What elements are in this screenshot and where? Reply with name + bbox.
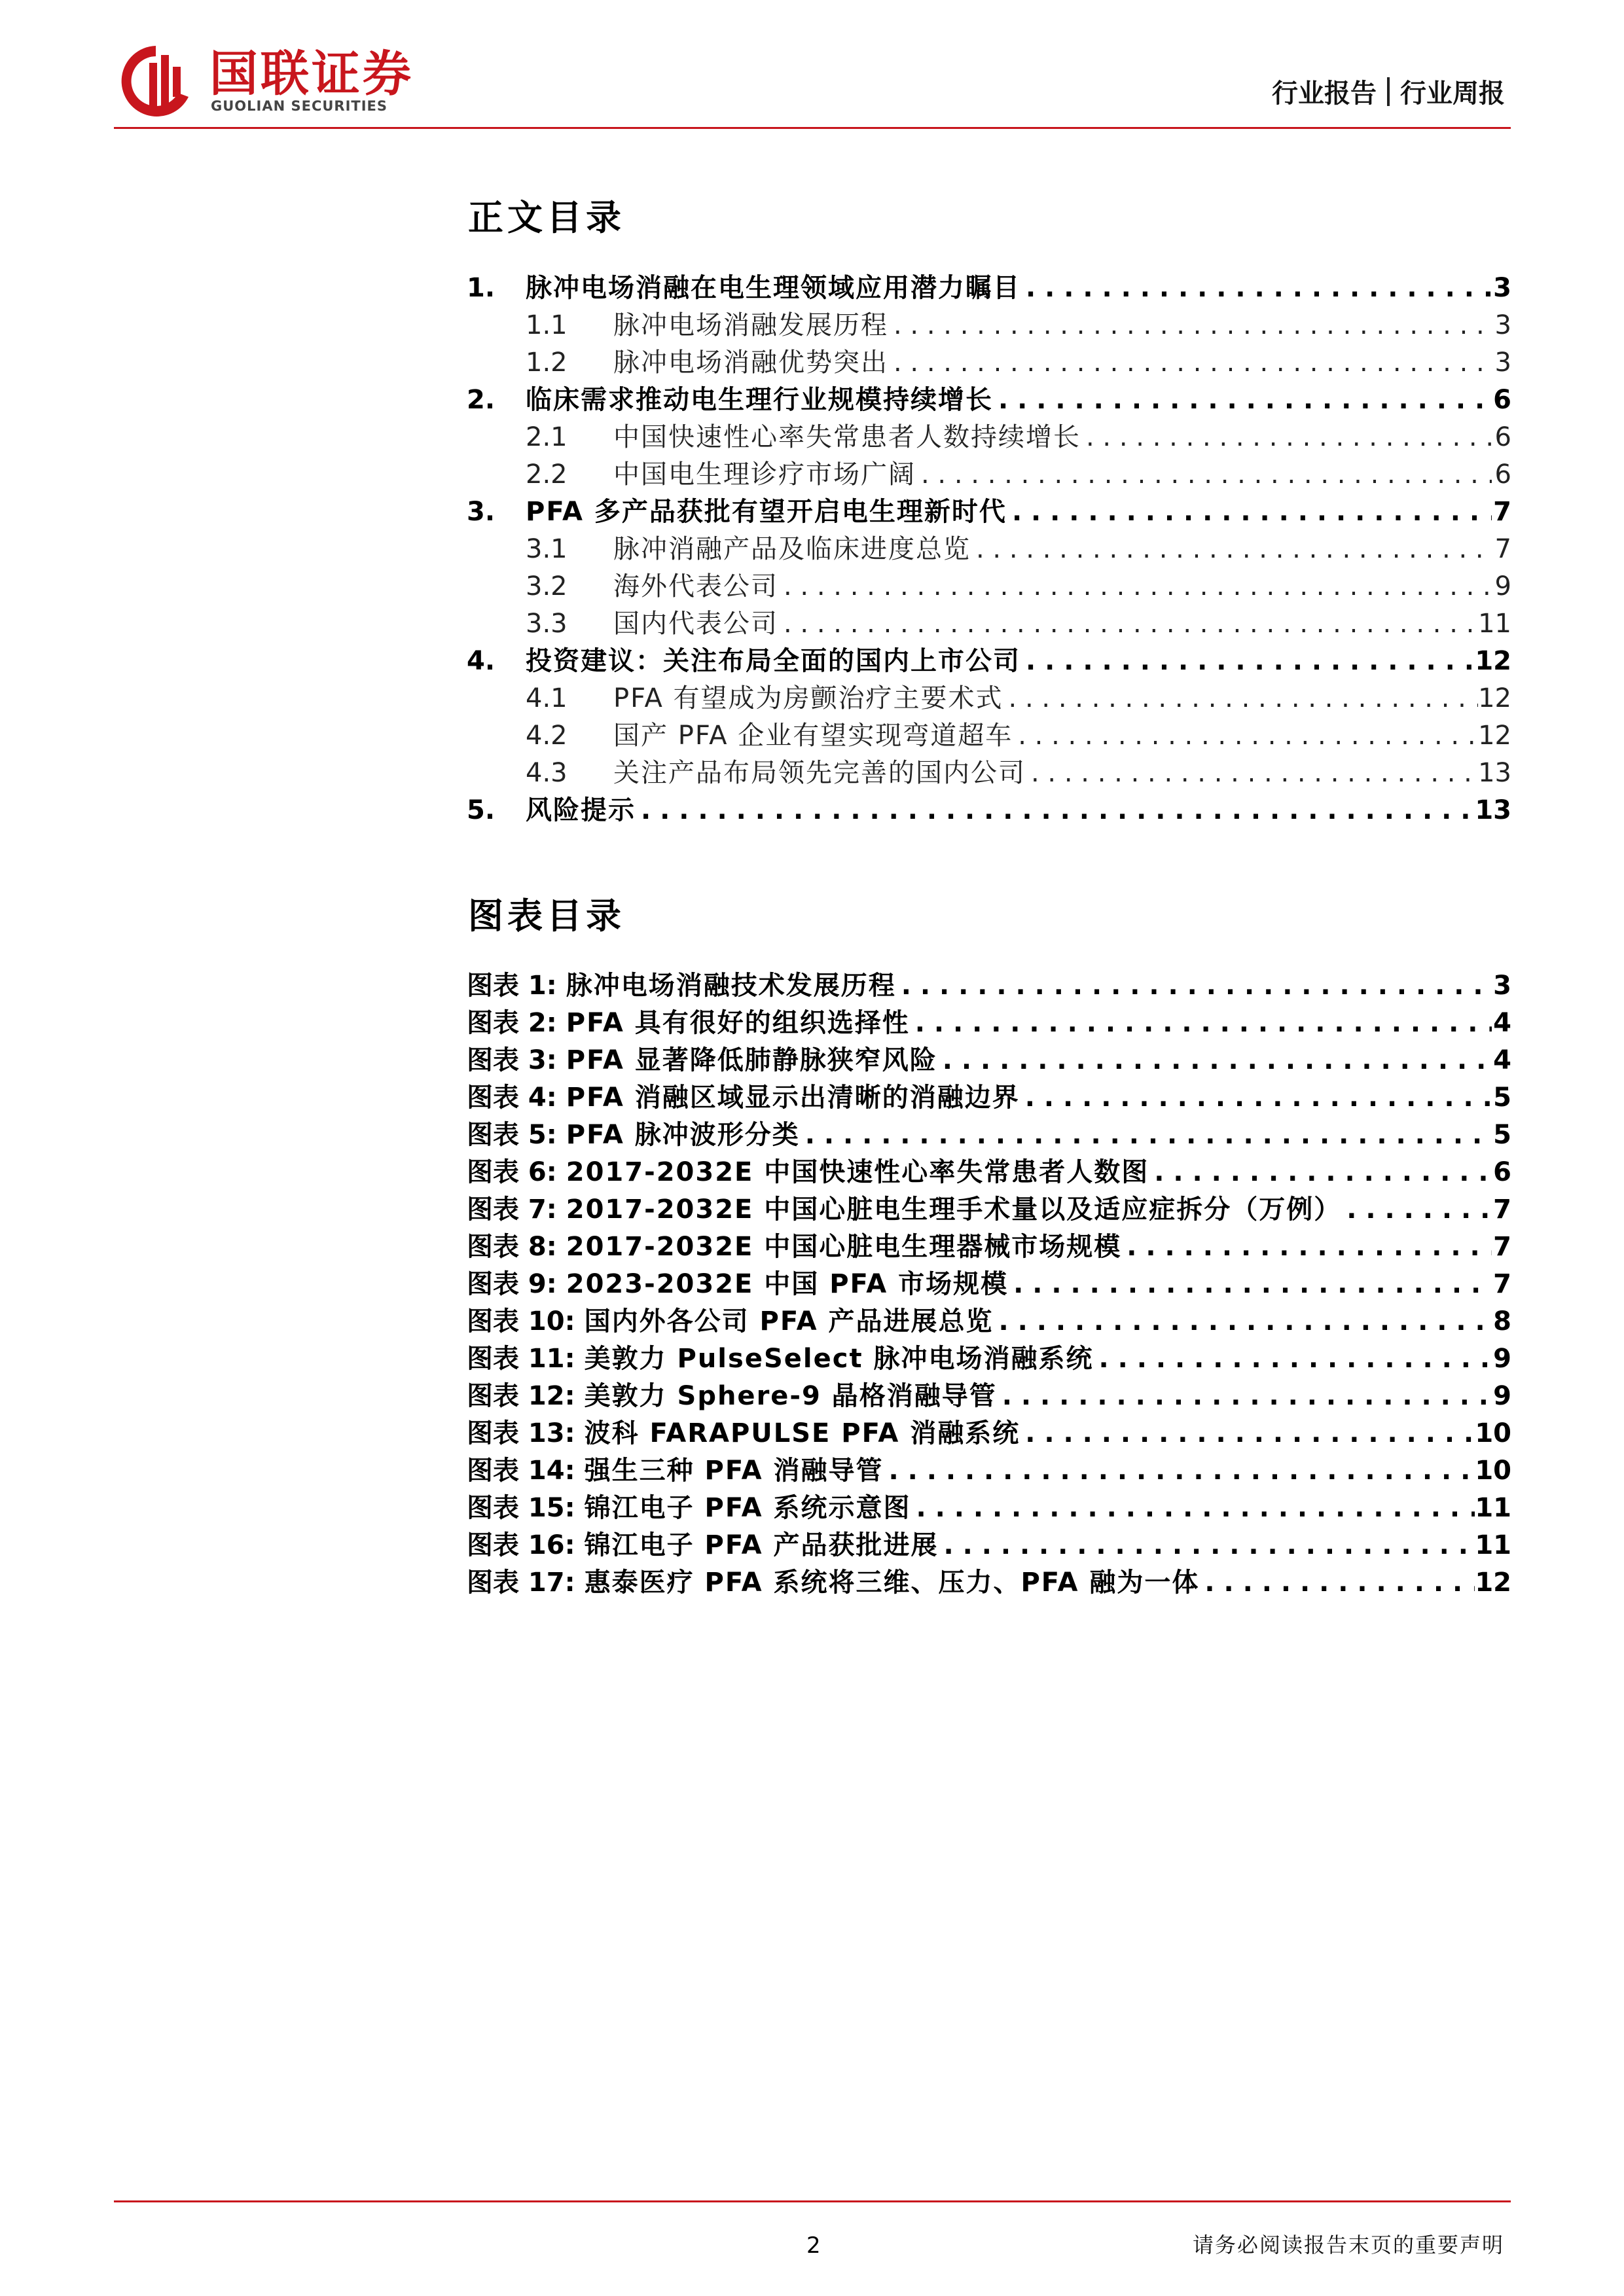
entry-page: 5 (1493, 1083, 1511, 1113)
dot-leader (993, 382, 1492, 419)
entry-title: 锦江电子 PFA 产品获批进展 (584, 1530, 939, 1560)
entry-number: 图表 6: (467, 1157, 557, 1187)
figure-entry[interactable] (467, 1266, 1511, 1303)
dot-leader (937, 1042, 1492, 1079)
entry-number: 3. (467, 497, 496, 527)
dot-leader (1003, 680, 1479, 717)
figure-entry[interactable] (467, 1378, 1511, 1415)
toc-entry[interactable] (467, 605, 1511, 643)
entry-title: 国内代表公司 (613, 609, 778, 639)
report-type-tags (1272, 77, 1505, 107)
entry-title: 美敦力 PulseSelect 脉冲电场消融系统 (584, 1344, 1094, 1374)
figure-entry[interactable] (467, 1191, 1511, 1229)
dot-leader (1121, 1229, 1492, 1266)
entry-title: 脉冲电场消融发展历程 (613, 310, 888, 340)
entry-number: 图表 15: (467, 1493, 575, 1523)
dot-leader (1007, 493, 1492, 531)
figure-entry[interactable] (467, 1452, 1511, 1490)
entry-number: 4.2 (526, 721, 568, 751)
dot-leader (636, 792, 1475, 829)
entry-title: 锦江电子 PFA 系统示意图 (584, 1493, 911, 1523)
toc-entry[interactable] (467, 792, 1511, 829)
entry-title: 国内外各公司 PFA 产品进展总览 (584, 1306, 994, 1336)
toc-entry[interactable] (467, 344, 1511, 382)
entry-number: 1. (467, 273, 496, 303)
entry-page: 9 (1494, 571, 1511, 601)
entry-title: 投资建议：关注布局全面的国内上市公司 (526, 646, 1020, 676)
logo-icon (115, 41, 195, 118)
entry-number: 4.1 (526, 683, 568, 713)
figure-entry[interactable] (467, 1303, 1511, 1340)
entry-title: 美敦力 Sphere-9 晶格消融导管 (584, 1381, 997, 1411)
entry-number: 图表 7: (467, 1194, 557, 1225)
entry-title: 中国电生理诊疗市场广阔 (613, 459, 916, 490)
toc-entry[interactable] (467, 568, 1511, 605)
entry-number: 图表 4: (467, 1083, 557, 1113)
toc-entry[interactable] (467, 717, 1511, 755)
entry-title: 波科 FARAPULSE PFA 消融系统 (584, 1418, 1020, 1448)
tag-separator (1387, 77, 1390, 106)
figure-entry[interactable] (467, 1079, 1511, 1117)
figure-entry[interactable] (467, 1340, 1511, 1378)
dot-leader (1020, 1415, 1475, 1452)
dot-leader (1341, 1191, 1492, 1229)
entry-page: 9 (1493, 1381, 1511, 1411)
entry-page: 10 (1475, 1456, 1511, 1486)
toc-list (467, 270, 1511, 829)
dot-leader (883, 1452, 1475, 1490)
dot-leader (938, 1527, 1475, 1564)
dot-leader (888, 344, 1492, 382)
figure-entry[interactable] (467, 967, 1511, 1005)
entry-title: 中国快速性心率失常患者人数持续增长 (613, 422, 1081, 452)
entry-title: 脉冲电场消融在电生理领域应用潜力瞩目 (526, 273, 1020, 303)
entry-title: 强生三种 PFA 消融导管 (584, 1456, 884, 1486)
entry-number: 2.1 (526, 422, 568, 452)
entry-page: 9 (1493, 1344, 1511, 1374)
entry-number: 图表 13: (467, 1418, 575, 1448)
toc-entry[interactable] (467, 419, 1511, 456)
dot-leader (896, 967, 1492, 1005)
figure-entry[interactable] (467, 1564, 1511, 1602)
toc-entry[interactable] (467, 680, 1511, 717)
entry-page: 7 (1493, 1194, 1511, 1225)
dot-leader (888, 307, 1492, 344)
toc-entry[interactable] (467, 456, 1511, 493)
entry-title: PFA 具有很好的组织选择性 (566, 1008, 910, 1038)
entry-number: 图表 16: (467, 1530, 575, 1560)
entry-page: 7 (1493, 1269, 1511, 1299)
entry-page: 6 (1493, 1157, 1511, 1187)
dot-leader (1020, 1079, 1492, 1117)
entry-number: 图表 3: (467, 1045, 557, 1075)
entry-number: 3.2 (526, 571, 568, 601)
entry-number: 3.1 (526, 534, 568, 564)
entry-page: 11 (1475, 1493, 1511, 1523)
entry-number: 图表 5: (467, 1120, 557, 1150)
entry-page: 7 (1493, 497, 1511, 527)
entry-title: PFA 脉冲波形分类 (566, 1120, 800, 1150)
dot-leader (778, 568, 1492, 605)
figure-entry[interactable] (467, 1229, 1511, 1266)
figure-entry[interactable] (467, 1117, 1511, 1154)
toc-entry[interactable] (467, 531, 1511, 568)
entry-page: 6 (1493, 385, 1511, 415)
dot-leader (1199, 1564, 1475, 1602)
entry-page: 13 (1478, 758, 1511, 788)
page-number: 2 (806, 2233, 821, 2259)
entry-page: 7 (1494, 534, 1511, 564)
entry-page: 6 (1494, 459, 1511, 490)
entry-page: 12 (1478, 683, 1511, 713)
entry-page: 4 (1493, 1008, 1511, 1038)
entry-title: 脉冲电场消融优势突出 (613, 348, 888, 378)
disclaimer-note: 请务必阅读报告末页的重要声明 (1192, 2233, 1504, 2257)
entry-number: 图表 14: (467, 1456, 575, 1486)
dot-leader (993, 1303, 1492, 1340)
figures-list (467, 967, 1511, 1602)
entry-title: 惠泰医疗 PFA 系统将三维、压力、PFA 融为一体 (584, 1568, 1200, 1598)
entry-page: 11 (1475, 1530, 1511, 1560)
dot-leader (778, 605, 1478, 643)
entry-number: 图表 10: (467, 1306, 575, 1336)
dot-leader (1026, 755, 1478, 792)
entry-title: 风险提示 (526, 795, 636, 825)
entry-page: 8 (1493, 1306, 1511, 1336)
toc-entry[interactable] (467, 270, 1511, 307)
entry-title: PFA 有望成为房颤治疗主要术式 (613, 683, 1003, 713)
dot-leader (1149, 1154, 1492, 1191)
entry-page: 7 (1493, 1232, 1511, 1262)
header-divider (114, 127, 1511, 129)
entry-title: 脉冲电场消融技术发展历程 (566, 971, 896, 1001)
figure-entry[interactable] (467, 1527, 1511, 1564)
figures-heading: 图表目录 (468, 895, 625, 937)
entry-page: 3 (1493, 971, 1511, 1001)
dot-leader (1020, 270, 1492, 307)
entry-number: 图表 1: (467, 971, 557, 1001)
entry-title: 关注产品布局领先完善的国内公司 (613, 758, 1026, 788)
dot-leader (916, 456, 1492, 493)
entry-page: 3 (1494, 310, 1511, 340)
dot-leader (971, 531, 1492, 568)
report-subtype-label: 行业周报 (1400, 79, 1505, 109)
toc-entry[interactable] (467, 382, 1511, 419)
entry-page: 5 (1493, 1120, 1511, 1150)
figure-entry[interactable] (467, 1415, 1511, 1452)
figure-entry[interactable] (467, 1490, 1511, 1527)
figure-entry[interactable] (467, 1154, 1511, 1191)
entry-page: 10 (1475, 1418, 1511, 1448)
entry-title: 2023-2032E 中国 PFA 市场规模 (566, 1269, 1009, 1299)
entry-number: 2. (467, 385, 496, 415)
report-type-label: 行业报告 (1272, 79, 1377, 109)
entry-page: 11 (1478, 609, 1511, 639)
toc-entry[interactable] (467, 493, 1511, 531)
entry-title: 海外代表公司 (613, 571, 778, 601)
entry-number: 4. (467, 646, 496, 676)
entry-title: PFA 显著降低肺静脉狭窄风险 (566, 1045, 937, 1075)
entry-number: 图表 8: (467, 1232, 557, 1262)
dot-leader (1094, 1340, 1492, 1378)
entry-page: 12 (1475, 1568, 1511, 1598)
dot-leader (1020, 643, 1475, 680)
entry-page: 6 (1494, 422, 1511, 452)
entry-number: 图表 2: (467, 1008, 557, 1038)
entry-title: 国产 PFA 企业有望实现弯道超车 (613, 721, 1013, 751)
entry-number: 2.2 (526, 459, 568, 490)
entry-title: PFA 消融区域显示出清晰的消融边界 (566, 1083, 1020, 1113)
entry-number: 3.3 (526, 609, 568, 639)
entry-number: 图表 17: (467, 1568, 575, 1598)
logo-text-cn: 国联证券 (209, 46, 414, 102)
entry-number: 图表 12: (467, 1381, 575, 1411)
entry-title: 临床需求推动电生理行业规模持续增长 (526, 385, 993, 415)
entry-title: PFA 多产品获批有望开启电生理新时代 (526, 497, 1007, 527)
entry-number: 1.1 (526, 310, 568, 340)
figure-entry[interactable] (467, 1042, 1511, 1079)
entry-page: 12 (1478, 721, 1511, 751)
entry-number: 1.2 (526, 348, 568, 378)
entry-title: 2017-2032E 中国心脏电生理手术量以及适应症拆分（万例） (566, 1194, 1342, 1225)
dot-leader (1013, 717, 1478, 755)
entry-title: 2017-2032E 中国快速性心率失常患者人数图 (566, 1157, 1149, 1187)
dot-leader (910, 1005, 1492, 1042)
entry-number: 5. (467, 795, 496, 825)
entry-number: 4.3 (526, 758, 568, 788)
entry-page: 4 (1493, 1045, 1511, 1075)
entry-page: 3 (1493, 273, 1511, 303)
entry-number: 图表 11: (467, 1344, 575, 1374)
entry-page: 3 (1494, 348, 1511, 378)
dot-leader (911, 1490, 1475, 1527)
toc-heading: 正文目录 (468, 197, 625, 238)
toc-entry[interactable] (467, 755, 1511, 792)
dot-leader (997, 1378, 1492, 1415)
entry-title: 脉冲消融产品及临床进度总览 (613, 534, 971, 564)
entry-page: 13 (1475, 795, 1511, 825)
dot-leader (800, 1117, 1492, 1154)
dot-leader (1081, 419, 1492, 456)
logo-text-en: GUOLIAN SECURITIES (211, 98, 388, 114)
entry-page: 12 (1475, 646, 1511, 676)
toc-entry[interactable] (467, 307, 1511, 344)
toc-entry[interactable] (467, 643, 1511, 680)
footer-divider (114, 2200, 1511, 2202)
entry-number: 图表 9: (467, 1269, 557, 1299)
dot-leader (1008, 1266, 1492, 1303)
figure-entry[interactable] (467, 1005, 1511, 1042)
entry-title: 2017-2032E 中国心脏电生理器械市场规模 (566, 1232, 1122, 1262)
